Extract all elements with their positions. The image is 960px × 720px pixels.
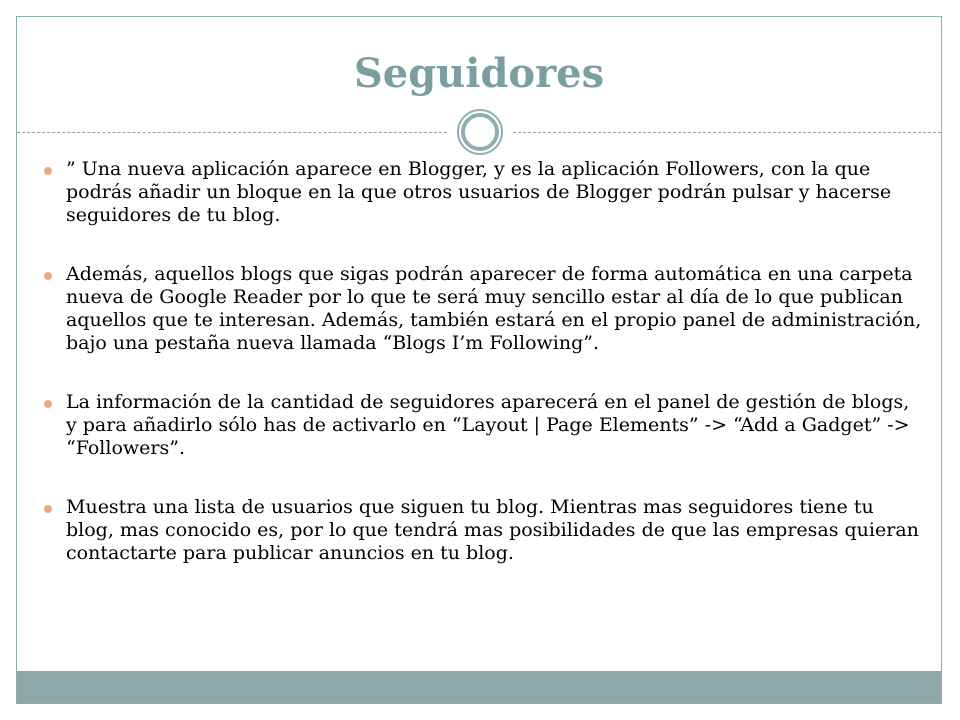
- bullet-item: [44, 391, 924, 460]
- title-divider-left: [17, 132, 447, 133]
- bullet-text: La información de la cantidad de seguidores aparecerá en el panel de gestión de blogs, y para añadirlo sólo has de activarlo en “Layout | Page Elements” -> “Add a Gadget” -> “Followers”.: [66, 391, 910, 459]
- bullet-dot-icon: [44, 400, 52, 408]
- bullet-item: [44, 496, 924, 565]
- slide-title: Seguidores: [353, 50, 605, 97]
- bullet-text: ” Una nueva aplicación aparece en Blogger, y es la aplicación Followers, con la que podrás añadir un bloque en la que otros usuarios de Blogger podrán pulsar y hacerse seguidores de tu blog.: [66, 158, 892, 226]
- bullet-list: [44, 158, 924, 601]
- ring-icon: [456, 108, 504, 156]
- bullet-item: [44, 263, 924, 355]
- bullet-dot-icon: [44, 505, 52, 513]
- bullet-dot-icon: [44, 272, 52, 280]
- footer-bar: [17, 671, 941, 703]
- bullet-item: [44, 158, 924, 227]
- bullet-text: Muestra una lista de usuarios que siguen tu blog. Mientras mas seguidores tiene tu blog, mas conocido es, por lo que tendrá mas posibilidades de que las empresas quieran contactarte para publicar anuncios en tu blog.: [66, 496, 919, 564]
- bullet-dot-icon: [44, 167, 52, 175]
- title-divider-right: [513, 132, 941, 133]
- bullet-text: Además, aquellos blogs que sigas podrán aparecer de forma automática en una carpeta nueva de Google Reader por lo que te será muy sencillo estar al día de lo que publican aquellos que te interesan. Además, también estará en el propio panel de administración, bajo una pestaña nueva llamada “Blogs I’m Following”.: [66, 263, 922, 354]
